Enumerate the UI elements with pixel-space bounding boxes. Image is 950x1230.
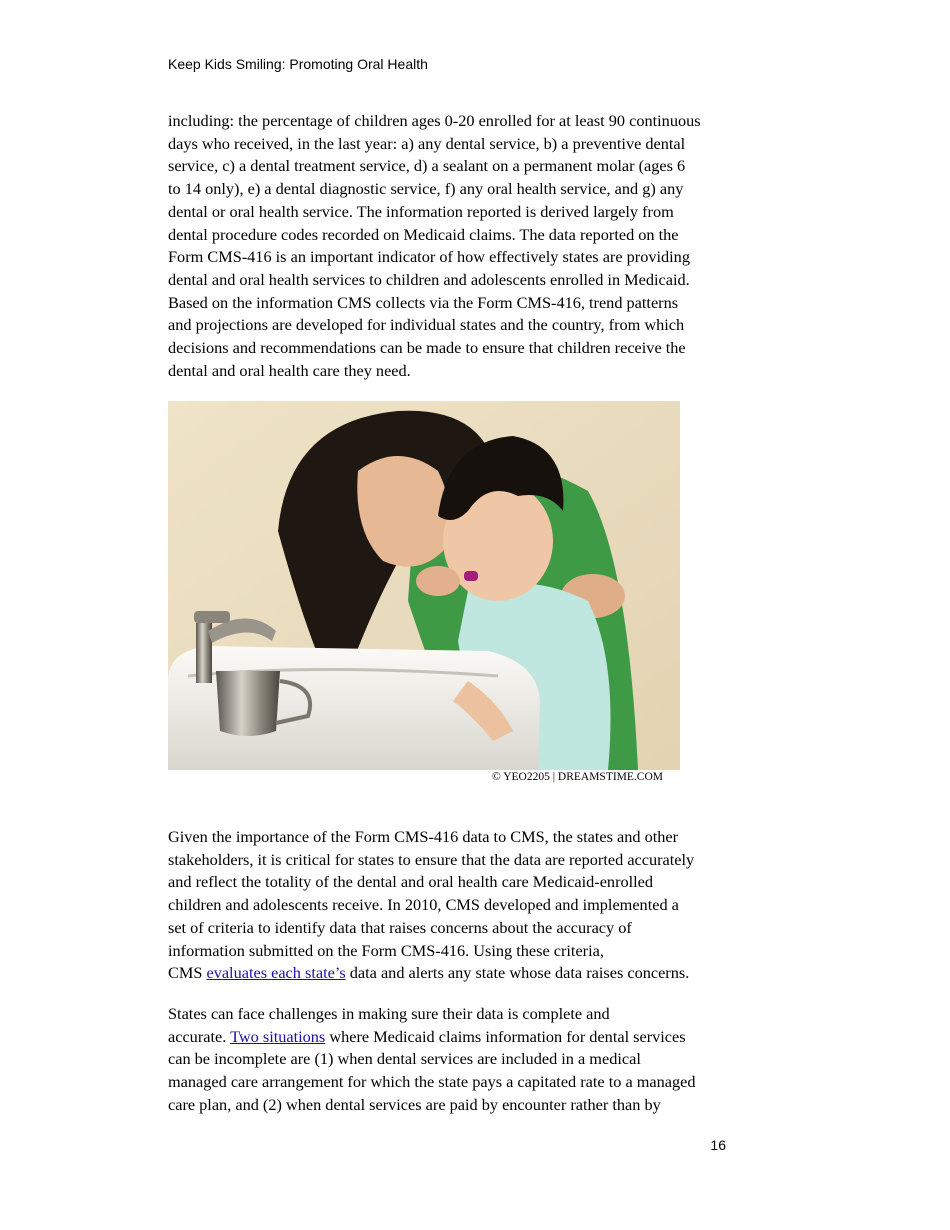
text-line: dental or oral health service. The information reported is derived largely from: [168, 201, 674, 221]
text-line: [168, 1026, 738, 1049]
text-line: States can face challenges in making sure their data is complete and: [168, 1004, 610, 1023]
text-line: children and adolescents receive. In 2010, CMS developed and implemented a: [168, 895, 679, 915]
text-line: [168, 962, 738, 985]
photo-credit: © YEO2205 | DREAMSTIME.COM: [492, 771, 663, 783]
text-line: can be incomplete are (1) when dental services are included in a medical: [168, 1049, 641, 1069]
faucet-handle: [194, 611, 230, 623]
text-line: Based on the information CMS collects via the Form CMS-416, trend patterns: [168, 292, 679, 312]
two-situations-link[interactable]: Two situations: [230, 1026, 326, 1046]
text-fragment: CMS: [168, 963, 207, 983]
text-line: dental and oral health care they need.: [168, 360, 411, 380]
text-line: dental and oral health services to children and adolescents enrolled in Medicaid.: [168, 269, 690, 289]
steel-cup: [216, 671, 280, 736]
page-number: 16: [710, 1137, 726, 1153]
text-line: managed care arrangement for which the state pays a capitated rate to a managed: [168, 1072, 696, 1092]
paragraph-data-challenges: [168, 1003, 738, 1117]
text-line: days who received, in the last year: a) any dental service, b) a preventive dental: [168, 133, 686, 153]
text-line: including: the percentage of children ages 0-20 enrolled for at least 90 continuous: [168, 111, 701, 130]
text-line: to 14 only), e) a dental diagnostic service, f) any oral health service, and g) any: [168, 179, 684, 199]
text-line: and reflect the totality of the dental and oral health care Medicaid-enrolled: [168, 872, 654, 892]
paragraph-data-accuracy: [168, 826, 738, 985]
text-line: Form CMS-416 is an important indicator of how effectively states are providing: [168, 247, 690, 267]
text-line: care plan, and (2) when dental services are paid by encounter rather than by: [168, 1094, 661, 1114]
text-line: information submitted on the Form CMS-416. Using these criteria,: [168, 940, 604, 960]
text-fragment: where Medicaid claims information for dental services: [325, 1026, 686, 1046]
evaluates-each-state-link[interactable]: evaluates each state’s: [206, 963, 346, 983]
photo-illustration: [168, 401, 680, 770]
text-fragment: accurate.: [168, 1026, 231, 1046]
running-header: Keep Kids Smiling: Promoting Oral Health: [168, 56, 428, 72]
text-line: dental procedure codes recorded on Medicaid claims. The data reported on the: [168, 224, 679, 244]
text-line: service, c) a dental treatment service, d) a sealant on a permanent molar (ages 6: [168, 156, 686, 176]
text-line: decisions and recommendations can be made to ensure that children receive the: [168, 338, 686, 358]
mother-hand-brushing: [416, 566, 460, 596]
toothbrush: [464, 571, 478, 581]
text-line: set of criteria to identify data that raises concerns about the accuracy of: [168, 917, 632, 937]
text-line: and projections are developed for individual states and the country, from which: [168, 315, 685, 335]
text-fragment: data and alerts any state whose data raises concerns.: [345, 963, 690, 983]
photo-mother-child-brushing-teeth: [168, 401, 680, 770]
text-line: stakeholders, it is critical for states to ensure that the data are reported accurately: [168, 849, 695, 869]
text-line: Given the importance of the Form CMS-416 data to CMS, the states and other: [168, 827, 679, 846]
paragraph-cms416-measures: [168, 110, 738, 382]
